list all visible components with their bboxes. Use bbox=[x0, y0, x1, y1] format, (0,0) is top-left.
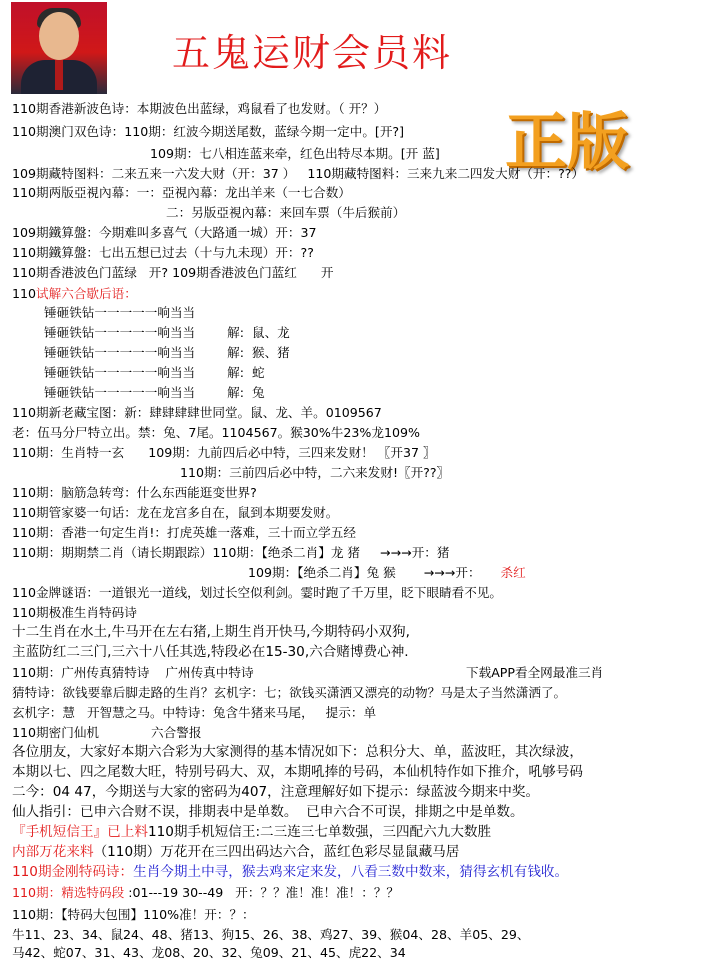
line-prefix: 110 bbox=[12, 286, 37, 301]
text-line bbox=[12, 863, 568, 882]
line-text: :01---19 30--49 开：？？准！准！准！：？？ bbox=[124, 885, 400, 900]
portrait-photo bbox=[11, 2, 107, 94]
text-line: 锤砸铁钻一一一一一响当当 解: 兔 bbox=[44, 385, 265, 400]
text-line: 锤砸铁钻一一一一一响当当 解: 蛇 bbox=[44, 365, 265, 380]
text-line bbox=[12, 843, 459, 862]
text-line: 猜特诗：欲钱要靠后脚走路的生肖？玄机字：七；欲钱买潇洒又漂亮的动物？马是太子当然潇洒了。 bbox=[12, 685, 567, 700]
text-line: 110期：脑筋急转弯：什么东西能逛变世界? bbox=[12, 485, 257, 500]
text-line: 109期藏特图料：二来五来一六发大财（开：37 ） 110期藏特图料：三来九来二四发大财（开：??） bbox=[12, 166, 585, 181]
text-line: 110期澳门双色诗：110期：红波今期送尾数，蓝绿今期一定中。[开?] bbox=[12, 124, 405, 139]
text-line: 110期：三前四后必中特，二六来发财!〖开??〗 bbox=[180, 465, 450, 480]
text-line: 锤砸铁钻一一一一一响当当 bbox=[44, 305, 196, 320]
text-line: 玄机字：慧 开智慧之马。中特诗：兔含牛猪来马尾， 提示：单 bbox=[12, 705, 377, 720]
text-line: 110期：生肖特一玄 109期：九前四后必中特，三四来发财！ 〖开37 〗 bbox=[12, 445, 436, 460]
page-title: 五鬼运财会员料 bbox=[172, 31, 453, 75]
text-line: 110期鐵算盤：七出五想已过去（十与九未现）开：?? bbox=[12, 245, 314, 260]
text-line: 110期极准生肖特码诗 bbox=[12, 605, 137, 620]
red-label: 110期金刚特码诗： bbox=[12, 864, 134, 880]
blue-text: 生肖今期土中寻，猴去鸡来定来发，八看三数中数来，猜得玄机有钱收。 bbox=[133, 864, 569, 880]
download-app-note: 下载APP看全网最准三肖 bbox=[466, 665, 604, 680]
text-line: 109期鐵算盤：今期难叫多喜气（大路通一城）开：37 bbox=[12, 225, 317, 240]
text-line: 二今：04 47，今期送与大家的密码为407，注意理解好如下提示：绿蓝波今期来中奖。 bbox=[12, 784, 540, 800]
text-line: 110期：期期禁二肖（请长期跟踪）110期：【绝杀二肖】龙 猪 →→→开：猪 bbox=[12, 545, 450, 560]
text-line: 仙人指引：已申六合财不误，排期表中是单数。 已申六合不可误，排期之中是单数。 bbox=[12, 804, 524, 820]
text-line: 主蓝防红二三门,三六十八任其选,特段必在15-30,六合赌博费心神. bbox=[12, 644, 409, 660]
red-heading: 试解六合歇后语： bbox=[36, 286, 137, 301]
red-label: 110期：精选特码段 bbox=[12, 885, 125, 900]
text-line bbox=[12, 883, 399, 902]
text-line: 110金牌谜语：一道银光一道线，划过长空似利剑。霎时跑了千万里，眨下眼睛看不见。 bbox=[12, 585, 503, 600]
genuine-stamp: 正版 bbox=[505, 105, 630, 178]
text-line bbox=[248, 563, 526, 582]
text-line bbox=[12, 823, 491, 842]
text-line: 二：另版亞視內幕：来回车票（牛后猴前） bbox=[166, 205, 406, 220]
red-note: 杀红 bbox=[500, 565, 526, 580]
red-label: 『手机短信王』已上料 bbox=[12, 824, 148, 840]
text-line: 110期香港波色门蓝绿 开? 109期香港波色门蓝红 开 bbox=[12, 265, 334, 280]
text-line: 各位朋友，大家好本期六合彩为大家测得的基本情况如下：总积分大、单，蓝波旺，其次绿波， bbox=[12, 744, 583, 760]
text-line: 本期以七、四之尾数大旺，特别号码大、双，本期吼捧的号码，本仙机特作如下推介，吼够号码 bbox=[12, 764, 583, 780]
text-line: 110期两版亞視內幕：一：亞視內幕：龙出羊来（一七合数） bbox=[12, 185, 351, 200]
text-line: 110期：香港一句定生肖!：打虎英雄一落难，三十而立学五经 bbox=[12, 525, 356, 540]
line-text: 110期手机短信王:二三连三七单数强，三四配六九大数胜 bbox=[147, 824, 492, 840]
text-line: 110期密门仙机 六合警报 bbox=[12, 725, 202, 740]
text-line: 十二生肖在水土,牛马开在左右猪,上期生肖开快马,今期特码小双狗, bbox=[12, 624, 410, 640]
text-line: 110期管家婆一句话：龙在龙宫多自在，鼠到本期要发财。 bbox=[12, 505, 339, 520]
text-line: 109期：七八相连蓝来牵，红色出特尽本期。[开 蓝] bbox=[150, 146, 440, 161]
text-line: 马42、蛇07、31、43、龙08、20、32、兔09、21、45、虎22、34 bbox=[12, 945, 406, 960]
text-line: 老：伍马分尸特立出。禁：兔、7尾。1104567。猴30%牛23%龙109% bbox=[12, 425, 420, 440]
text-line bbox=[12, 284, 137, 303]
text-line: 锤砸铁钻一一一一一响当当 解: 鼠、龙 bbox=[44, 325, 290, 340]
text-line: 110期香港新波色诗：本期波色出蓝绿，鸡鼠看了也发财。（ 开？） bbox=[12, 101, 387, 116]
text-line: 110期：【特码大包围】110%准！开：？： bbox=[12, 907, 255, 922]
line-text: （110期）万花开在三四出码达六合，蓝红色彩尽显鼠藏马居 bbox=[93, 844, 460, 860]
red-label: 内部万花来料 bbox=[12, 844, 94, 860]
text-line: 110期新老藏宝图：新：肆肆肆肆世同堂。鼠、龙、羊。0109567 bbox=[12, 405, 382, 420]
line-text: 109期：【绝杀二肖】兔 猴 →→→开： bbox=[248, 565, 481, 580]
text-line: 牛11、23、34、鼠24、48、猪13、狗15、26、38、鸡27、39、猴04、28、羊05、29、 bbox=[12, 927, 530, 942]
text-line: 锤砸铁钻一一一一一响当当 解: 猴、猪 bbox=[44, 345, 290, 360]
text-line: 110期：广州传真猜特诗 广州传真中特诗 bbox=[12, 665, 254, 680]
